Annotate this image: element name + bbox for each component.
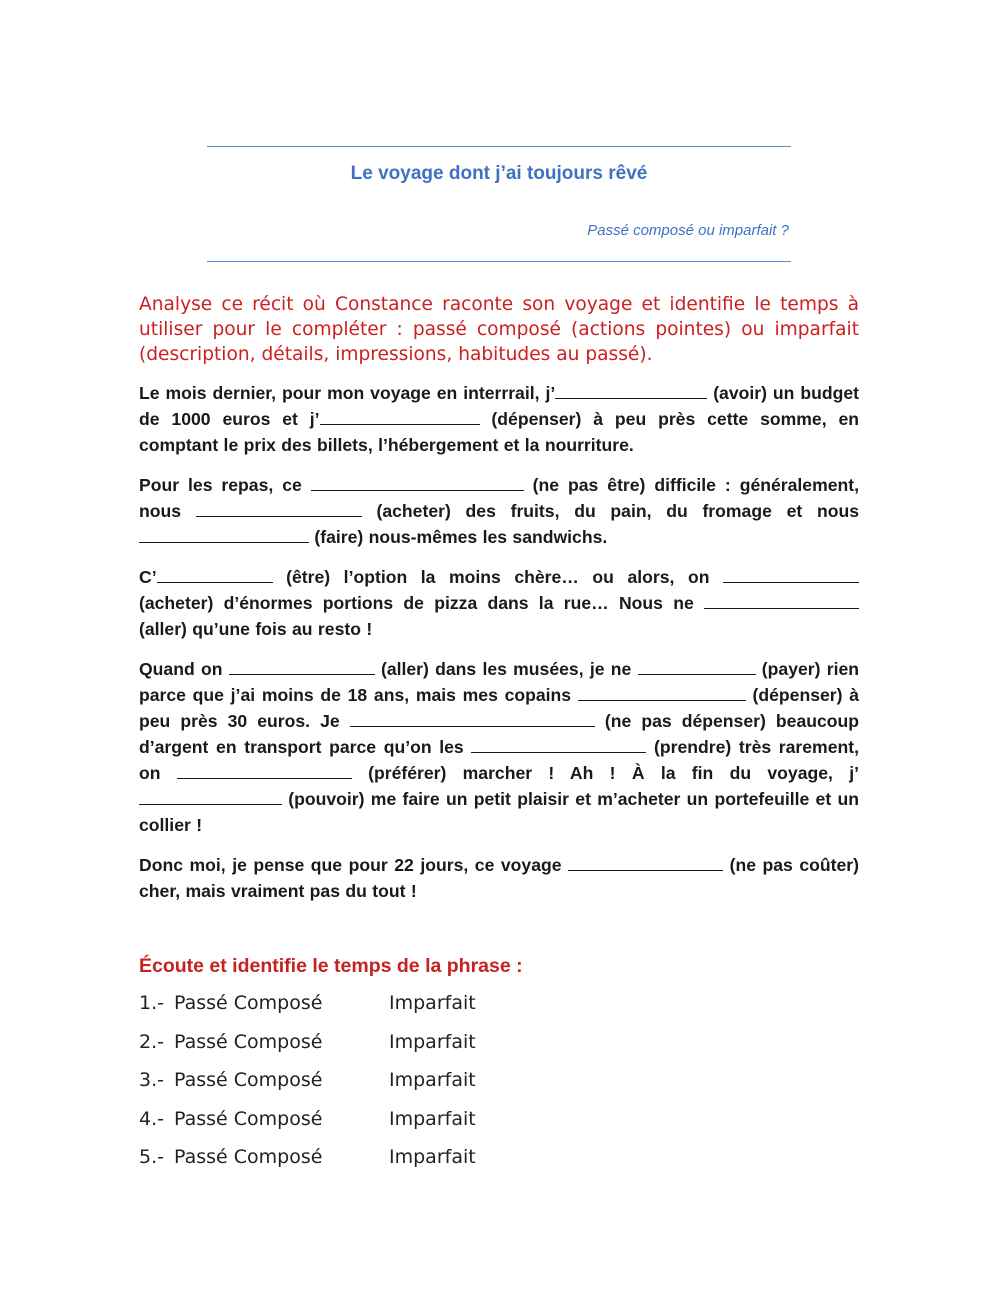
blank-aller-2[interactable] [229,658,375,675]
item-number: 2.- [139,1030,164,1053]
blank-pouvoir[interactable] [139,788,282,805]
option-passe-compose[interactable]: Passé Composé [174,1146,323,1169]
instructions-text: Analyse ce récit où Constance raconte son voyage et identifie le temps à utiliser pour le compléter : passé composé (actions pointes) ou imparfait (description, détails, impressions, habitudes au passé). [139,294,859,365]
blank-depenser-1[interactable] [320,408,480,425]
blank-faire[interactable] [139,526,309,543]
blank-depenser-2[interactable] [578,684,746,701]
blank-ne-pas-couter[interactable] [568,854,723,871]
item-number: 1.- [139,992,164,1014]
blank-preferer[interactable] [177,762,352,779]
header-top-rule [207,146,791,147]
item-number: 4.- [139,1107,164,1130]
story-paragraph-5: Donc moi, je pense que pour 22 jours, ce voyage (ne pas coûter) cher, mais vraiment pas du tout ! [139,855,859,901]
option-passe-compose[interactable]: Passé Composé [174,1030,323,1053]
blank-ne-pas-etre[interactable] [311,474,524,491]
story-paragraph-3: C’ (être) l’option la moins chère… ou alors, on (acheter) d’énormes portions de pizza dans la rue… Nous ne (aller) qu’une fois au resto ! [139,564,859,642]
story-paragraph-4: Quand on (aller) dans les musées, je ne (payer) rien parce que j’ai moins de 18 ans, mais mes copains (dépenser) à peu près 30 euros. Je (ne pas dépenser) beaucoup d’argent en transport parce qu’on les (prendre) très rarement, on (préférer) marcher ! Ah ! À la fin du voyage, j’ (pouvoir) me faire un petit plaisir et m’acheter un portefeuille et un collier ! [139,659,860,835]
blank-acheter-1[interactable] [196,500,362,517]
listening-item-2 [139,1031,639,1070]
page-title: Le voyage dont j’ai toujours rêvé [350,163,648,184]
blank-payer[interactable] [638,658,756,675]
item-number: 5.- [139,1146,164,1169]
listening-item-4 [139,1108,639,1147]
story-paragraph-2: Pour les repas, ce (ne pas être) difficile : généralement, nous (acheter) des fruits, du pain, du fromage et nous (faire) nous-mêmes les sandwichs. [139,475,859,547]
blank-acheter-2[interactable] [723,566,859,583]
header-bottom-rule [207,261,791,262]
option-imparfait[interactable]: Imparfait [389,1069,476,1092]
option-imparfait[interactable]: Imparfait [389,1107,476,1130]
option-imparfait[interactable]: Imparfait [389,1030,476,1053]
blank-prendre[interactable] [471,736,646,753]
story-text [139,380,859,918]
story-paragraph-1: Le mois dernier, pour mon voyage en interrrail, j’ (avoir) un budget de 1000 euros et j’ (dépenser) à peu près cette somme, en comptant le prix des billets, l’hébergement et la nourriture. [139,383,860,455]
page-subtitle: Passé composé ou imparfait ? [587,222,789,239]
listening-title: Écoute et identifie le temps de la phrase : [139,955,523,977]
option-passe-compose[interactable]: Passé Composé [174,1069,323,1092]
blank-ne-pas-depenser[interactable] [350,710,595,727]
blank-aller-1[interactable] [704,592,859,609]
option-imparfait[interactable]: Imparfait [389,1146,476,1169]
listening-item-5 [139,1146,639,1185]
listening-item-1 [139,992,639,1031]
item-number: 3.- [139,1069,164,1092]
listening-options [139,992,639,1185]
option-passe-compose[interactable]: Passé Composé [174,992,323,1014]
blank-etre[interactable] [157,566,273,583]
option-passe-compose[interactable]: Passé Composé [174,1107,323,1130]
option-imparfait[interactable]: Imparfait [389,992,476,1014]
listening-item-3 [139,1069,639,1108]
blank-avoir[interactable] [555,382,707,399]
